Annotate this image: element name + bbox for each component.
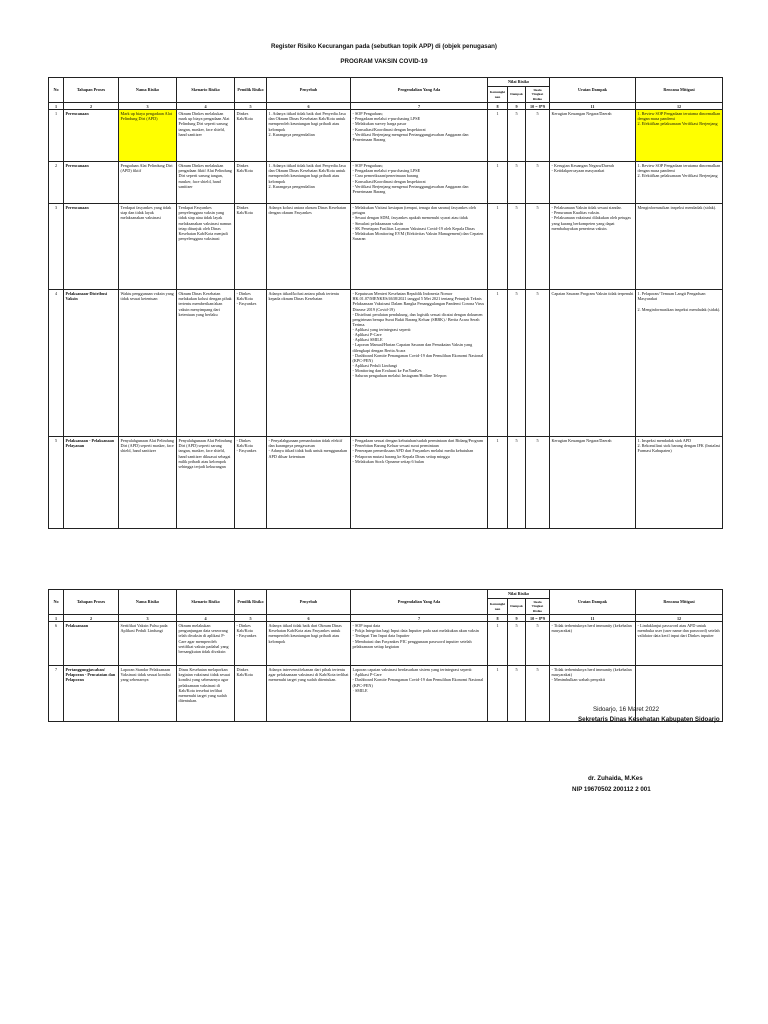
column-number: 8 — [488, 615, 508, 622]
column-number: 4 — [177, 615, 235, 622]
cell-nama: Penyalahgunaan Alat Pelindung Diri (APD) seperti masker, face shield, hand sanitizer — [119, 437, 177, 529]
column-number-row — [49, 615, 723, 622]
cell-nama: Pengadaan Alat Pelindung Diri (APD) fiktif — [119, 162, 177, 204]
cell-uraian: - Pelaksanaan Vaksin tidak sesuai standar. - Penurunan Kualitas vaksin. - Pelaksanaan vaksinasi dilakukan oleh petugas yang kurang berkompeten yang dapat membahayakan penerima vaksin. — [550, 204, 636, 290]
column-number: 2 — [64, 103, 119, 110]
column-number: 9 — [508, 615, 526, 622]
signature-position: Sekretaris Dinas Kesehatan Kabupaten Sidoarjo — [578, 716, 720, 723]
col-penyebab: Penyebab — [267, 78, 351, 103]
col-no: No — [49, 78, 64, 103]
cell-no: 4 — [49, 290, 64, 437]
cell-kemungkinan: 1 — [488, 437, 508, 529]
column-number: 12 — [636, 103, 723, 110]
cell-no: 5 — [49, 437, 64, 529]
cell-skenario: Terdapat Fasyankes penyelenggara vaksin yang tidak siap atau tidak layak melaksanakan vaksinasi namun tetap ditunjuk oleh Dinas Kesehatan Kab/Kota menjadi penyelenggara vaksinasi — [177, 204, 235, 290]
cell-penyebab: 1. Adanya itikad tidak baik dari Penyedia Jasa dan Oknum Dinas Kesehatan Kab/Kota untuk memperoleh keuntungan bagi pribadi atau kelompok 2. Kurangnya pengendalian — [267, 162, 351, 204]
col-tingkat: Skala Tingkat Risiko — [526, 599, 550, 615]
col-rencana: Rencana Mitigasi — [636, 78, 723, 103]
cell-pengendalian: - Melakukan Visitasi kesiapan (tempat, tenaga dan sarana) fasyankes oleh petugas - Sesuai dengan SDM, fasyankes apakah memenuhi syarat atau tidak - Simulasi pelaksanaan vaksin - SK Penetapan Fasilitas Layanan Vaksinasi Covid-19 oleh Kepala Dinas - Melakukan Monitoring EVM (Efektivitas Vaksin Management) dan Cepaten Sasaran — [351, 204, 488, 290]
col-kemungkinan: Kemungkinan — [488, 599, 508, 615]
table-row — [49, 437, 723, 529]
col-nilai: Nilai Risiko — [488, 590, 550, 599]
cell-skenario: Oknum melakukan pengunjungan data seseorang telah divaksin di aplikasi P-Care agar memperoleh sertifikat vaksin padahal yang bersangkutan tidak divaksin — [177, 622, 235, 666]
cell-tahapan: Pelaksanaan-Distribusi Vaksin — [64, 290, 119, 437]
table-row — [49, 622, 723, 666]
col-tingkat: Skala Tingkat Risiko — [526, 87, 550, 103]
col-skenario: Skenario Risiko — [177, 590, 235, 615]
cell-no: 1 — [49, 110, 64, 162]
cell-tingkat: 5 — [526, 110, 550, 162]
cell-pemilik: Dinkes Kab/Kota — [235, 110, 267, 162]
col-nama: Nama Risiko — [119, 78, 177, 103]
cell-tahapan: Pertanggungjawaban/ Pelaporan - Pencatatan dan Pelaporan — [64, 666, 119, 722]
column-number: 10 = 8*9 — [526, 103, 550, 110]
cell-pemilik: Dinkes Kab/Kota — [235, 162, 267, 204]
cell-penyebab: Adanya intervensi/tekanan dari pihak tertentu agar pelaksanaan vaksinasi di Kab/Kota terlihat memenuhi target yang sudah ditentukan. — [267, 666, 351, 722]
column-number: 10 = 8*9 — [526, 615, 550, 622]
table-row — [49, 204, 723, 290]
col-nilai: Nilai Risiko — [488, 78, 550, 87]
document-subtitle: PROGRAM VAKSIN COVID-19 — [340, 58, 428, 65]
cell-kemungkinan: 1 — [488, 162, 508, 204]
column-number-row — [49, 103, 723, 110]
table-row — [49, 666, 723, 722]
cell-dampak: 5 — [508, 110, 526, 162]
col-tahapan: Tahapan Proses — [64, 78, 119, 103]
cell-pemilik: Dinkes Kab/Kota — [235, 666, 267, 722]
cell-skenario: Oknum Dinkes melakukan mark up biaya pengadaan Alat Pelindung Diri seperti sarung tangan, masker, face shield, hand sanitizer — [177, 110, 235, 162]
cell-rencana: - Lindaklanjut password atau APD untuk membuka user (user name dan password) setelah validator data kecil input dari Dinkes inputter — [636, 622, 723, 666]
cell-kemungkinan: 1 — [488, 204, 508, 290]
document-title: Register Risiko Kecurangan pada (sebutkan topik APP) di (objek penugasan) — [270, 43, 497, 50]
cell-tingkat: 5 — [526, 290, 550, 437]
signature-place-date: Sidoarjo, 16 Maret 2022 — [593, 706, 660, 713]
col-pengendalian: Pengendalian Yang Ada — [351, 590, 488, 615]
column-number: 12 — [636, 615, 723, 622]
cell-dampak: 5 — [508, 622, 526, 666]
cell-uraian: - Tidak terbentuknya herd immunity (kekebalan masyarakat) — [550, 622, 636, 666]
column-number: 7 — [351, 103, 488, 110]
cell-kemungkinan: 1 — [488, 290, 508, 437]
cell-uraian: Capaian Sasaran Program Vaksin tidak terpenuhi — [550, 290, 636, 437]
col-nama: Nama Risiko — [119, 590, 177, 615]
cell-rencana: 1. Review SOP Pengadaan terutama dinormalkan dengan masa pandemi 2. Efektifkan pelaksanaan Verifikasi Berjenjang — [636, 162, 723, 204]
column-number: 11 — [550, 615, 636, 622]
cell-tingkat: 5 — [526, 204, 550, 290]
cell-pengendalian: - Pengadaan sesuai dengan kebutuhan/sudah permintaan dari Bidang/Program - Penerbitan Barang Keluar sesuai surat permintaan - Penerapan pemeriksaan APD dari Fasyankes melalui media kebutuhan - Pelaporan mutasi barang ke Kepala Dinas setiap minggu - Melakukan Stock Opname setiap 6 bulan — [351, 437, 488, 529]
column-number: 5 — [235, 615, 267, 622]
cell-kemungkinan: 1 — [488, 622, 508, 666]
cell-pengendalian: - SOP Pengadaan; - Pengadaan melalui e-purchasing LPSE - Cara pemeriksaan/penerimaan barang - Konsultasi/Koordinasi dengan Inspektorat - Verifikasi Berjenjang mengenai Pertanggungjawaban Anggaran dan Penerimaan Barang — [351, 162, 488, 204]
cell-tahapan: Perencanaan — [64, 162, 119, 204]
cell-tahapan: Perencanaan — [64, 110, 119, 162]
col-penyebab: Penyebab — [267, 590, 351, 615]
col-uraian: Uraian Dampak — [550, 590, 636, 615]
cell-kemungkinan: 1 — [488, 110, 508, 162]
cell-pengendalian: - Keputusan Menteri Kesehatan Republik Indonesia Nomor HK.01.07/MENKES/4638/2021 tanggal 5 Mei 2021 tentang Petunjuk Teknis Pelaksanaan Vaksinasi Dalam Rangka Penanggulangan Pandemi Corona Virus Disease 2019 (Covid-19) - Distribusi peralatan pendukung, dan logistik sesuai dicatat dengan dokumen pengiriman berupa Surat Bukti Barang Keluar (SBBK) / Berita Acara Serah Terima. - Aplikasi yang terintegrasi seperti: · Aplikasi P-Care · Aplikasi SMILE - Laporan Manual/Harian Capaian Sasaran dan Pemakaian Vaksin yang dilengkapi dengan Berita Acara - Dashboard Komite Penanganan Covid-19 dan Pemulihan Ekonomi Nasional (KPC-PEN) - Aplikasi Peduli Lindungi - Monitoring dan Evaluasi ke FasYanKes - Saluran pengaduan melalui Instagram/Hotline Telepon — [351, 290, 488, 437]
cell-rencana: 1. Review SOP Pengadaan terutama dinormalkan dengan masa pandemi 2. Efektifkan pelaksanaan Verifikasi Berjenjang — [636, 110, 723, 162]
cell-tingkat: 5 — [526, 437, 550, 529]
col-pemilik: Pemilik Risiko — [235, 78, 267, 103]
cell-pengendalian: Laporan capaian vaksinasi berdasarkan sistem yang terintegrasi seperti: · Aplikasi P-Care - Dashboard Komite Penanganan Covid-19 dan Pemulihan Ekonomi Nasional (KPC-PEN) · SMILE — [351, 666, 488, 722]
cell-pemilik: Dinkes Kab/Kota — [235, 204, 267, 290]
cell-pemilik: - Dinkes Kab/Kota - Fasyankes — [235, 622, 267, 666]
column-number: 1 — [49, 615, 64, 622]
cell-pemilik: - Dinkes Kab/Kota - Fasyankes — [235, 290, 267, 437]
col-pemilik: Pemilik Risiko — [235, 590, 267, 615]
cell-nama: Laporan Standar Pelaksanaan Vaksinasi tidak sesuai kondisi yang sebenarnya — [119, 666, 177, 722]
col-uraian: Uraian Dampak — [550, 78, 636, 103]
cell-penyebab: Adanya itikad tidak baik dari Oknum Dinas Kesehatan Kab/Kota atau Fasyankes untuk memperoleh keuntungan bagi pribadi atau kelompok — [267, 622, 351, 666]
column-number: 3 — [119, 615, 177, 622]
col-rencana: Rencana Mitigasi — [636, 590, 723, 615]
column-number: 3 — [119, 103, 177, 110]
column-number: 2 — [64, 615, 119, 622]
col-dampak: Dampak — [508, 87, 526, 103]
table-row — [49, 290, 723, 437]
cell-uraian: - Tidak terbentuknya herd immunity (kekebalan masyarakat) - Menimbulkan wabah penyakit — [550, 666, 636, 722]
cell-dampak: 5 — [508, 290, 526, 437]
cell-dampak: 5 — [508, 162, 526, 204]
cell-rencana: Menginformasikan inspeksi mendadak (sidak). — [636, 204, 723, 290]
column-number: 6 — [267, 615, 351, 622]
cell-penyebab: Adanya kolusi antara oknum Dinas Kesehatan dengan oknum Fasyankes — [267, 204, 351, 290]
cell-uraian: Kerugian Keuangan Negara/Daerah — [550, 437, 636, 529]
risk-register-table-continued — [48, 589, 723, 722]
cell-nama: Waktu penggunaan vaksin yang tidak sesuai ketentuan — [119, 290, 177, 437]
cell-skenario: Penyalahgunaan Alat Pelindung Diri (APD) seperti sarung tangan, masker, face shield, hand sanitizer dikuasai sebagai milik pribadi atau kelompok sehingga terjadi kekurangan — [177, 437, 235, 529]
column-number: 7 — [351, 615, 488, 622]
cell-skenario: Dinas Kesehatan melaporkan kegiatan vaksinasi tidak sesuai kondisi yang sebenarnya agar pelaksanaan vaksinasi di Kab/Kota tersebut terlihat memenuhi target yang sudah ditentukan. — [177, 666, 235, 722]
column-number: 5 — [235, 103, 267, 110]
cell-tingkat: 5 — [526, 622, 550, 666]
cell-pengendalian: - SOP Pengadaan; - Pengadaan melalui e-purchasing LPSE - Melakukan survey harga pasar - Konsultasi/Koordinasi dengan Inspektorat - Verifikasi Berjenjang mengenai Pertanggungjawaban Anggaran dan Penerimaan Barang — [351, 110, 488, 162]
column-number: 4 — [177, 103, 235, 110]
cell-no: 3 — [49, 204, 64, 290]
cell-uraian: - Kerugian Keuangan Negara/Daerah - Ketidakpercayaan masyarakat — [550, 162, 636, 204]
cell-pemilik: - Dinkes Kab/Kota - Fasyankes — [235, 437, 267, 529]
column-number: 8 — [488, 103, 508, 110]
col-tahapan: Tahapan Proses — [64, 590, 119, 615]
risk-register-table — [48, 77, 723, 529]
cell-rencana: 1. Inspeksi mendadak stok APD 2. Rekonsiliasi stok barang dengan IFK (Instalasi Farmasi Kabupaten) — [636, 437, 723, 529]
cell-rencana — [636, 666, 723, 722]
cell-nama: Terdapat fasyankes yang tidak siap dan tidak layak melaksanakan vaksinasi — [119, 204, 177, 290]
cell-no: 2 — [49, 162, 64, 204]
col-no: No — [49, 590, 64, 615]
cell-penyebab: Adanya itikad/kolusi antara pihak tertentu kepada oknum Dinas Kesehatan — [267, 290, 351, 437]
cell-skenario: Oknum Dinkes melakukan pengadaan fiktif Alat Pelindung Diri seperti sarung tangan, masker, face shield, hand sanitizer — [177, 162, 235, 204]
cell-penyebab: 1. Adanya itikad tidak baik dari Penyedia Jasa dan Oknum Dinas Kesehatan Kab/Kota untuk memperoleh keuntungan bagi pribadi atau kelompok 2. Kurangnya pengendalian — [267, 110, 351, 162]
cell-tahapan: Perencanaan — [64, 204, 119, 290]
cell-tingkat: 5 — [526, 666, 550, 722]
cell-dampak: 5 — [508, 437, 526, 529]
table-row — [49, 110, 723, 162]
cell-kemungkinan: 1 — [488, 666, 508, 722]
col-dampak: Dampak — [508, 599, 526, 615]
cell-penyebab: - Penyalahgunaan pemanfaatan tidak efektif dan kurangnya pengawasan - Adanya itikad tidak baik untuk menggunakan APD diluar ketentuan — [267, 437, 351, 529]
cell-nama: Mark up biaya pengadaan Alat Pelindung Diri (APD) — [119, 110, 177, 162]
col-pengendalian: Pengendalian Yang Ada — [351, 78, 488, 103]
col-kemungkinan: Kemungkinan — [488, 87, 508, 103]
cell-dampak: 5 — [508, 204, 526, 290]
cell-nama: Sertifikat Vaksin Palsu pada Aplikasi Peduli Lindungi — [119, 622, 177, 666]
col-skenario: Skenario Risiko — [177, 78, 235, 103]
cell-skenario: Oknum Dinas Kesehatan melakukan kolusi dengan pihak tertentu memberikan/akan vaksin menyimpang dari ketentuan yang berlaku — [177, 290, 235, 437]
cell-no: 7 — [49, 666, 64, 722]
cell-tahapan: Pelaksanaan - Pelaksanaan Pelayanan — [64, 437, 119, 529]
column-number: 9 — [508, 103, 526, 110]
cell-tahapan: Pelaksanaan — [64, 622, 119, 666]
column-number: 11 — [550, 103, 636, 110]
signature-name: dr. Zuhaida, M.Kes — [588, 775, 643, 782]
signature-nip: NIP 19670502 200112 2 001 — [572, 786, 651, 793]
table-row — [49, 162, 723, 204]
cell-uraian: Kerugian Keuangan Negara/Daerah — [550, 110, 636, 162]
cell-dampak: 5 — [508, 666, 526, 722]
cell-rencana: 1. Pelaporan/ Temuan Langit Pengaduan Masyarakat 2. Menginformasikan inspeksi mendadak (sidak). — [636, 290, 723, 437]
column-number: 1 — [49, 103, 64, 110]
cell-pengendalian: - SOP input data - Pokja Integritas bagi Input data Inputter pada saat melakukan akun vaksin - Terdapat Tim Input data Inputter - Membatasi dan Fasyankes PIC penggunaan password inputter setelah pelaksanaan setiap kegiatan — [351, 622, 488, 666]
column-number: 6 — [267, 103, 351, 110]
cell-no: 6 — [49, 622, 64, 666]
cell-tingkat: 5 — [526, 162, 550, 204]
